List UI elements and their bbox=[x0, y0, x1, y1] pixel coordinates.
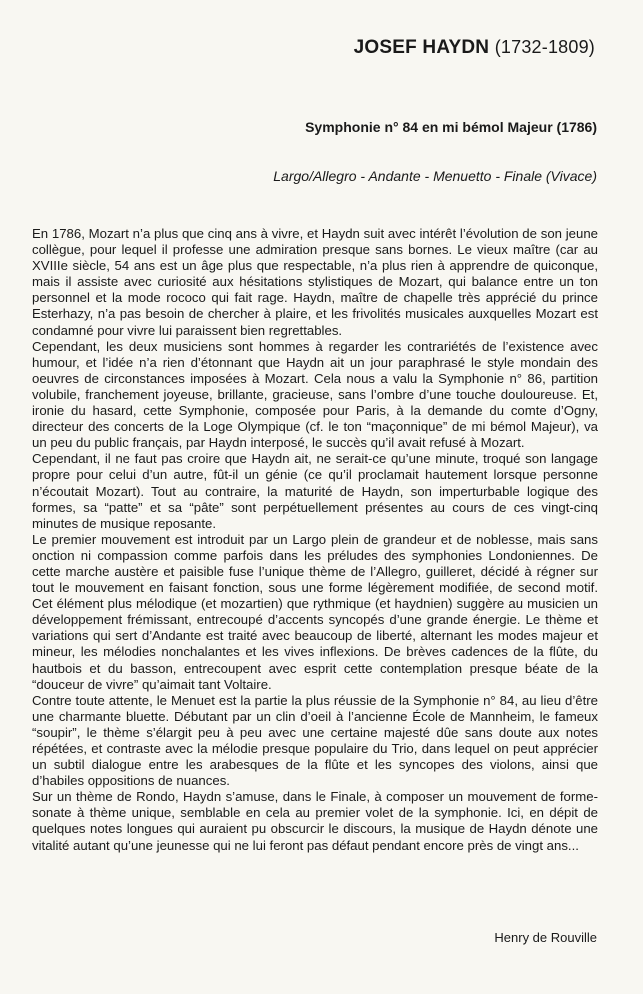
composer-name: JOSEF HAYDN bbox=[353, 37, 490, 58]
paragraph: Sur un thème de Rondo, Haydn s’amuse, dans le Finale, à composer un mouvement de forme-sonate à thème unique, semblable en cela au premier volet de la symphonie. Ici, en dépit de quelques notes longues qui auraient pu obscurcir le discours, la musique de Haydn dénote une vitalité autant qu’une jeunesse qui ne lui feront pas défaut pendant encore près de vingt ans... bbox=[32, 789, 598, 853]
paragraph: Cependant, les deux musiciens sont hommes à regarder les contrariétés de l’existence avec humour, et l’idée n’a rien d’étonnant que Haydn ait un jour paraphrasé le style mondain des oeuvres de circonstances imposées à Mozart. Cela nous a valu la Symphonie n° 86, partition volubile, franchement joyeuse, brillante, gracieuse, sans l’ombre d’une touche douloureuse. Et, ironie du hasard, cette Symphonie, composée pour Paris, à la demande du comte d’Ogny, directeur des concerts de la Loge Olympique (cf. le ton “maçonnique” de mi bémol Majeur), va un peu du public français, par Haydn interposé, le succès qu’il avait refusé à Mozart. bbox=[32, 338, 598, 451]
author-signature: Henry de Rouville bbox=[494, 930, 597, 945]
paragraph: Cependant, il ne faut pas croire que Haydn ait, ne serait-ce qu’une minute, troqué son langage propre pour celui d’un autre, fût-il un génie (ce qu’il proclamait hautement lorsque personne n’écoutait Mozart). Tout au contraire, la maturité de Haydn, son imperturbable logique des formes, sa “patte” et sa “pâte” sont perpétuellement présentes au cours de ces vingt-cinq minutes de musique reposante. bbox=[32, 451, 598, 531]
work-title: Symphonie n° 84 en mi bémol Majeur (1786) bbox=[305, 119, 597, 135]
paragraph: Contre toute attente, le Menuet est la partie la plus réussie de la Symphonie n° 84, au lieu d’être une charmante bluette. Débutant par un clin d’oeil à l’ancienne École de Mannheim, le fameux “soupir”, le thème s’élargit peu à peu avec une certaine majesté dûe sans doute aux notes répétées, et contraste avec la mélodie presque populaire du Trio, dans lequel on peut apprécier un subtil dialogue entre les arabesques de la flûte et les syncopes des violons, ainsi que d’habiles oppositions de nuances. bbox=[32, 692, 598, 789]
essay-body bbox=[32, 226, 598, 854]
paragraph: Le premier mouvement est introduit par un Largo plein de grandeur et de noblesse, mais sans onction ni compassion comme parfois dans les préludes des symphonies Londoniennes. De cette marche austère et paisible fuse l’unique thème de l’Allegro, guilleret, décidé à régner sur tout le mouvement en faisant fonction, sous une forme légèrement modifiée, de second motif. Cet élément plus mélodique (et mozartien) que rythmique (et haydnien) suggère au musicien un développement frémissant, entrecoupé d’accents syncopés d’une grande énergie. Le thème et variations qui sert d’Andante est traité avec beaucoup de liberté, alternant les modes majeur et mineur, les mélodies nonchalantes et les vives inflexions. De brèves cadences de la flûte, du hautbois et du basson, entrecoupent avec esprit cette contemplation presque béate de la “douceur de vivre” qu’aimait tant Voltaire. bbox=[32, 531, 598, 692]
paragraph: En 1786, Mozart n’a plus que cinq ans à vivre, et Haydn suit avec intérêt l’évolution de son jeune collègue, pour lequel il professe une admiration presque sans bornes. Le vieux maître (car au XVIIIe siècle, 54 ans est un âge plus que respectable, n’a plus rien à apprendre de quiconque, mais il assiste avec curiosité aux hésitations stylistiques de Mozart, qui balance entre un ton personnel et la mode rococo qui fait rage. Haydn, maître de chapelle très apprécié du prince Esterhazy, n’a pas besoin de chercher à plaire, et les frivolités musicales auxquelles Mozart est condamné pour vivre lui paraissent bien regrettables. bbox=[32, 226, 598, 338]
composer-heading bbox=[354, 37, 595, 59]
composer-dates: (1732-1809) bbox=[494, 37, 595, 57]
movements-list: Largo/Allegro - Andante - Menuetto - Finale (Vivace) bbox=[273, 168, 597, 184]
